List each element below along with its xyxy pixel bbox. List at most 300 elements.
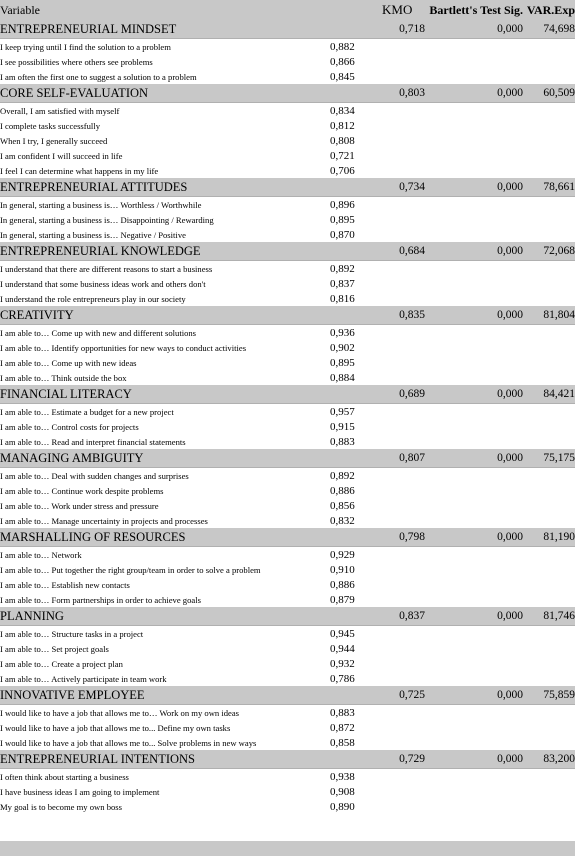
item-row bbox=[0, 291, 575, 306]
item-row bbox=[0, 671, 575, 686]
section-name: ENTREPRENEURIAL MINDSET bbox=[0, 20, 330, 39]
empty-cell bbox=[425, 671, 523, 686]
item-text: I often think about starting a business bbox=[0, 771, 129, 782]
section-kmo: 0,803 bbox=[382, 84, 425, 103]
empty-cell bbox=[523, 39, 575, 55]
empty-cell bbox=[523, 799, 575, 814]
item-row bbox=[0, 404, 575, 420]
item-text: I am able to… Structure tasks in a project bbox=[0, 628, 144, 639]
item-row bbox=[0, 118, 575, 133]
item-row bbox=[0, 468, 575, 484]
empty-cell bbox=[425, 69, 523, 84]
item-loading: 0,895 bbox=[330, 213, 355, 226]
table-header-row bbox=[0, 0, 575, 20]
item-loading: 0,957 bbox=[330, 405, 355, 418]
empty-cell bbox=[382, 118, 425, 133]
item-text: I am able to… Think outside the box bbox=[0, 372, 127, 383]
item-loading: 0,879 bbox=[330, 593, 355, 606]
empty-cell bbox=[382, 197, 425, 213]
empty-cell bbox=[382, 148, 425, 163]
item-loading: 0,945 bbox=[330, 627, 355, 640]
empty-cell bbox=[523, 562, 575, 577]
item-text: I would like to have a job that allows me to… Work on my own ideas bbox=[0, 707, 240, 718]
item-loading: 0,892 bbox=[330, 262, 355, 275]
item-row bbox=[0, 641, 575, 656]
empty-cell bbox=[425, 498, 523, 513]
section-header-row bbox=[0, 607, 575, 626]
empty-cell bbox=[425, 513, 523, 528]
section-bartlett-sig: 0,000 bbox=[425, 686, 523, 705]
section-bartlett-sig: 0,000 bbox=[425, 528, 523, 547]
item-text: In general, starting a business is… Worthless / Worthwhile bbox=[0, 199, 202, 210]
empty-cell bbox=[523, 197, 575, 213]
empty-cell bbox=[382, 404, 425, 420]
empty-cell bbox=[523, 735, 575, 750]
item-row bbox=[0, 799, 575, 814]
empty-cell bbox=[523, 69, 575, 84]
section-kmo: 0,729 bbox=[382, 750, 425, 769]
item-loading: 0,895 bbox=[330, 356, 355, 369]
empty-cell bbox=[382, 735, 425, 750]
section-empty-cell bbox=[330, 607, 382, 626]
item-text: In general, starting a business is… Disappointing / Rewarding bbox=[0, 214, 214, 225]
section-empty-cell bbox=[330, 528, 382, 547]
empty-cell bbox=[523, 720, 575, 735]
item-row bbox=[0, 133, 575, 148]
empty-cell bbox=[382, 547, 425, 563]
item-loading: 0,890 bbox=[330, 800, 355, 813]
empty-cell bbox=[523, 592, 575, 607]
empty-cell bbox=[382, 276, 425, 291]
empty-cell bbox=[523, 291, 575, 306]
section-name: CORE SELF-EVALUATION bbox=[0, 84, 330, 103]
item-loading: 0,721 bbox=[330, 149, 355, 162]
empty-cell bbox=[425, 641, 523, 656]
item-loading: 0,886 bbox=[330, 578, 355, 591]
section-kmo: 0,725 bbox=[382, 686, 425, 705]
item-loading: 0,808 bbox=[330, 134, 355, 147]
empty-cell bbox=[425, 769, 523, 785]
empty-cell bbox=[382, 468, 425, 484]
item-text: I am confident I will succeed in life bbox=[0, 150, 123, 161]
empty-cell bbox=[425, 103, 523, 119]
item-text: I am able to… Continue work despite problems bbox=[0, 485, 164, 496]
item-text: I am able to… Come up with new ideas bbox=[0, 357, 137, 368]
empty-cell bbox=[523, 784, 575, 799]
section-empty-cell bbox=[330, 686, 382, 705]
empty-cell bbox=[425, 163, 523, 178]
item-row bbox=[0, 720, 575, 735]
section-var-exp: 84,421 bbox=[523, 385, 575, 404]
section-kmo: 0,835 bbox=[382, 306, 425, 325]
item-row bbox=[0, 735, 575, 750]
section-var-exp: 60,509 bbox=[523, 84, 575, 103]
section-var-exp: 81,190 bbox=[523, 528, 575, 547]
empty-cell bbox=[382, 671, 425, 686]
empty-cell bbox=[425, 404, 523, 420]
empty-cell bbox=[523, 276, 575, 291]
section-bartlett-sig: 0,000 bbox=[425, 449, 523, 468]
section-kmo: 0,718 bbox=[382, 20, 425, 39]
empty-cell bbox=[523, 133, 575, 148]
section-name: ENTREPRENEURIAL INTENTIONS bbox=[0, 750, 330, 769]
empty-cell bbox=[382, 370, 425, 385]
empty-cell bbox=[425, 562, 523, 577]
empty-cell bbox=[382, 69, 425, 84]
empty-cell bbox=[523, 212, 575, 227]
item-row bbox=[0, 54, 575, 69]
empty-cell bbox=[523, 325, 575, 341]
item-text: My goal is to become my own boss bbox=[0, 801, 122, 812]
item-row bbox=[0, 784, 575, 799]
section-var-exp: 83,200 bbox=[523, 750, 575, 769]
item-row bbox=[0, 705, 575, 721]
empty-cell bbox=[382, 720, 425, 735]
section-header-row bbox=[0, 385, 575, 404]
empty-cell bbox=[382, 133, 425, 148]
item-loading: 0,882 bbox=[330, 40, 355, 53]
item-row bbox=[0, 370, 575, 385]
empty-cell bbox=[382, 261, 425, 277]
item-row bbox=[0, 434, 575, 449]
empty-cell bbox=[425, 547, 523, 563]
empty-cell bbox=[425, 370, 523, 385]
section-header-row bbox=[0, 528, 575, 547]
item-row bbox=[0, 483, 575, 498]
item-text: I understand that some business ideas work and others don't bbox=[0, 278, 206, 289]
item-loading: 0,915 bbox=[330, 420, 355, 433]
item-text: I would like to have a job that allows me to... Define my own tasks bbox=[0, 722, 231, 733]
var-exp-header: VAR.Exp bbox=[523, 0, 575, 20]
empty-cell bbox=[425, 261, 523, 277]
empty-cell bbox=[382, 483, 425, 498]
empty-cell bbox=[425, 720, 523, 735]
empty-cell bbox=[425, 54, 523, 69]
item-loading: 0,908 bbox=[330, 785, 355, 798]
section-var-exp: 81,746 bbox=[523, 607, 575, 626]
item-text: When I try, I generally succeed bbox=[0, 135, 108, 146]
empty-cell bbox=[425, 227, 523, 242]
empty-cell bbox=[382, 227, 425, 242]
empty-cell bbox=[425, 276, 523, 291]
empty-cell bbox=[425, 148, 523, 163]
empty-cell bbox=[382, 498, 425, 513]
section-bartlett-sig: 0,000 bbox=[425, 750, 523, 769]
empty-cell bbox=[523, 148, 575, 163]
empty-cell bbox=[425, 784, 523, 799]
section-empty-cell bbox=[330, 449, 382, 468]
empty-cell bbox=[523, 483, 575, 498]
section-name: INNOVATIVE EMPLOYEE bbox=[0, 686, 330, 705]
empty-cell bbox=[425, 419, 523, 434]
item-row bbox=[0, 498, 575, 513]
item-row bbox=[0, 626, 575, 642]
section-kmo: 0,798 bbox=[382, 528, 425, 547]
empty-cell bbox=[425, 799, 523, 814]
table-footer-bar bbox=[0, 841, 575, 856]
section-header-row bbox=[0, 84, 575, 103]
item-loading: 0,944 bbox=[330, 642, 355, 655]
empty-cell bbox=[523, 705, 575, 721]
item-row bbox=[0, 562, 575, 577]
item-text: I am able to… Actively participate in team work bbox=[0, 673, 167, 684]
section-kmo: 0,807 bbox=[382, 449, 425, 468]
empty-cell bbox=[425, 577, 523, 592]
empty-cell bbox=[523, 577, 575, 592]
variable-header: Variable bbox=[0, 0, 330, 20]
item-text: I am able to… Set project goals bbox=[0, 643, 109, 654]
empty-cell bbox=[523, 419, 575, 434]
section-kmo: 0,837 bbox=[382, 607, 425, 626]
empty-cell bbox=[523, 118, 575, 133]
item-text: I am able to… Establish new contacts bbox=[0, 579, 130, 590]
item-loading: 0,872 bbox=[330, 721, 355, 734]
empty-cell bbox=[425, 197, 523, 213]
item-text: I am able to… Manage uncertainty in projects and processes bbox=[0, 515, 208, 526]
empty-cell bbox=[425, 483, 523, 498]
item-text: I have business ideas I am going to implement bbox=[0, 786, 160, 797]
section-kmo: 0,734 bbox=[382, 178, 425, 197]
empty-cell bbox=[382, 513, 425, 528]
item-loading: 0,883 bbox=[330, 706, 355, 719]
section-bartlett-sig: 0,000 bbox=[425, 607, 523, 626]
item-row bbox=[0, 148, 575, 163]
section-empty-cell bbox=[330, 242, 382, 261]
item-text: I feel I can determine what happens in my life bbox=[0, 165, 159, 176]
item-text: I am often the first one to suggest a solution to a problem bbox=[0, 71, 197, 82]
section-kmo: 0,684 bbox=[382, 242, 425, 261]
item-row bbox=[0, 419, 575, 434]
item-text: I understand that there are different reasons to start a business bbox=[0, 263, 213, 274]
empty-cell bbox=[382, 163, 425, 178]
empty-cell bbox=[425, 325, 523, 341]
section-name: ENTREPRENEURIAL KNOWLEDGE bbox=[0, 242, 330, 261]
empty-cell bbox=[382, 592, 425, 607]
item-text: I am able to… Create a project plan bbox=[0, 658, 123, 669]
empty-cell bbox=[523, 370, 575, 385]
item-loading: 0,883 bbox=[330, 435, 355, 448]
item-text: I am able to… Estimate a budget for a new project bbox=[0, 406, 174, 417]
item-loading: 0,929 bbox=[330, 548, 355, 561]
item-loading: 0,786 bbox=[330, 672, 355, 685]
empty-cell bbox=[523, 626, 575, 642]
empty-cell bbox=[425, 656, 523, 671]
empty-cell bbox=[382, 325, 425, 341]
item-text: I am able to… Form partnerships in order to achieve goals bbox=[0, 594, 201, 605]
empty-cell bbox=[382, 705, 425, 721]
empty-cell bbox=[382, 656, 425, 671]
item-text: Overall, I am satisfied with myself bbox=[0, 105, 120, 116]
item-text: I am able to… Work under stress and pressure bbox=[0, 500, 159, 511]
empty-cell bbox=[523, 163, 575, 178]
item-loading: 0,845 bbox=[330, 70, 355, 83]
item-loading: 0,892 bbox=[330, 469, 355, 482]
empty-cell bbox=[425, 340, 523, 355]
section-kmo: 0,689 bbox=[382, 385, 425, 404]
section-header-row bbox=[0, 242, 575, 261]
empty-cell bbox=[382, 562, 425, 577]
empty-cell bbox=[425, 118, 523, 133]
item-loading: 0,896 bbox=[330, 198, 355, 211]
empty-cell bbox=[382, 39, 425, 55]
item-row bbox=[0, 276, 575, 291]
empty-cell bbox=[523, 468, 575, 484]
item-text: I am able to… Identify opportunities for new ways to conduct activities bbox=[0, 342, 247, 353]
empty-cell bbox=[523, 769, 575, 785]
item-text: I complete tasks successfully bbox=[0, 120, 100, 131]
section-header-row bbox=[0, 20, 575, 39]
item-row bbox=[0, 227, 575, 242]
section-bartlett-sig: 0,000 bbox=[425, 20, 523, 39]
section-var-exp: 78,661 bbox=[523, 178, 575, 197]
item-loading: 0,866 bbox=[330, 55, 355, 68]
item-text: I am able to… Put together the right group/team in order to solve a problem bbox=[0, 564, 261, 575]
empty-cell bbox=[523, 404, 575, 420]
item-text: I am able to… Deal with sudden changes and surprises bbox=[0, 470, 189, 481]
empty-cell bbox=[425, 592, 523, 607]
empty-cell bbox=[382, 340, 425, 355]
section-name: ENTREPRENEURIAL ATTITUDES bbox=[0, 178, 330, 197]
empty-cell bbox=[523, 656, 575, 671]
empty-cell bbox=[382, 355, 425, 370]
item-text: I keep trying until I find the solution to a problem bbox=[0, 41, 171, 52]
item-loading: 0,706 bbox=[330, 164, 355, 177]
item-row bbox=[0, 577, 575, 592]
empty-cell bbox=[523, 340, 575, 355]
item-row bbox=[0, 513, 575, 528]
empty-cell bbox=[523, 261, 575, 277]
section-bartlett-sig: 0,000 bbox=[425, 84, 523, 103]
empty-cell bbox=[523, 103, 575, 119]
item-loading: 0,884 bbox=[330, 371, 355, 384]
empty-cell bbox=[425, 735, 523, 750]
empty-cell bbox=[425, 212, 523, 227]
empty-cell bbox=[382, 626, 425, 642]
section-empty-cell bbox=[330, 306, 382, 325]
item-text: I am able to… Control costs for projects bbox=[0, 421, 139, 432]
section-name: MANAGING AMBIGUITY bbox=[0, 449, 330, 468]
item-text: In general, starting a business is… Negative / Positive bbox=[0, 229, 186, 240]
section-var-exp: 74,698 bbox=[523, 20, 575, 39]
empty-cell bbox=[382, 577, 425, 592]
section-header-row bbox=[0, 306, 575, 325]
section-name: FINANCIAL LITERACY bbox=[0, 385, 330, 404]
item-row bbox=[0, 656, 575, 671]
item-row bbox=[0, 103, 575, 119]
item-loading: 0,910 bbox=[330, 563, 355, 576]
empty-cell bbox=[382, 103, 425, 119]
empty-cell bbox=[523, 641, 575, 656]
item-text: I see possibilities where others see problems bbox=[0, 56, 153, 67]
item-row bbox=[0, 340, 575, 355]
section-header-row bbox=[0, 750, 575, 769]
item-loading: 0,886 bbox=[330, 484, 355, 497]
section-header-row bbox=[0, 686, 575, 705]
empty-cell bbox=[523, 227, 575, 242]
item-loading: 0,812 bbox=[330, 119, 355, 132]
section-bartlett-sig: 0,000 bbox=[425, 242, 523, 261]
section-bartlett-sig: 0,000 bbox=[425, 178, 523, 197]
item-loading: 0,902 bbox=[330, 341, 355, 354]
section-header-row bbox=[0, 449, 575, 468]
item-row bbox=[0, 69, 575, 84]
item-row bbox=[0, 163, 575, 178]
empty-cell bbox=[425, 705, 523, 721]
item-row bbox=[0, 325, 575, 341]
item-loading: 0,858 bbox=[330, 736, 355, 749]
bartlett-header: Bartlett's Test Sig. bbox=[425, 0, 523, 20]
empty-cell bbox=[425, 355, 523, 370]
section-empty-cell bbox=[330, 20, 382, 39]
section-var-exp: 72,068 bbox=[523, 242, 575, 261]
empty-cell bbox=[523, 513, 575, 528]
empty-cell bbox=[382, 419, 425, 434]
item-loading: 0,837 bbox=[330, 277, 355, 290]
empty-cell bbox=[382, 784, 425, 799]
section-empty-cell bbox=[330, 750, 382, 769]
empty-cell bbox=[382, 799, 425, 814]
item-text: I am able to… Come up with new and different solutions bbox=[0, 327, 197, 338]
section-empty-cell bbox=[330, 385, 382, 404]
item-text: I would like to have a job that allows me to... Solve problems in new ways bbox=[0, 737, 257, 748]
item-loading: 0,936 bbox=[330, 326, 355, 339]
empty-cell bbox=[425, 434, 523, 449]
section-bartlett-sig: 0,000 bbox=[425, 385, 523, 404]
section-var-exp: 81,804 bbox=[523, 306, 575, 325]
empty-cell bbox=[523, 434, 575, 449]
item-loading: 0,938 bbox=[330, 770, 355, 783]
kmo-header: KMO bbox=[382, 0, 425, 20]
empty-cell bbox=[425, 133, 523, 148]
item-row bbox=[0, 197, 575, 213]
empty-cell bbox=[523, 547, 575, 563]
item-row bbox=[0, 212, 575, 227]
item-row bbox=[0, 355, 575, 370]
empty-cell bbox=[425, 468, 523, 484]
item-text: I am able to… Read and interpret financial statements bbox=[0, 436, 186, 447]
empty-cell bbox=[382, 212, 425, 227]
item-row bbox=[0, 39, 575, 55]
item-loading: 0,816 bbox=[330, 292, 355, 305]
section-var-exp: 75,175 bbox=[523, 449, 575, 468]
empty-cell bbox=[523, 355, 575, 370]
item-row bbox=[0, 769, 575, 785]
empty-cell bbox=[523, 498, 575, 513]
section-name: CREATIVITY bbox=[0, 306, 330, 325]
item-loading: 0,870 bbox=[330, 228, 355, 241]
section-header-row bbox=[0, 178, 575, 197]
empty-cell bbox=[382, 291, 425, 306]
empty-cell bbox=[523, 671, 575, 686]
section-name: MARSHALLING OF RESOURCES bbox=[0, 528, 330, 547]
section-bartlett-sig: 0,000 bbox=[425, 306, 523, 325]
empty-cell bbox=[523, 54, 575, 69]
item-loading: 0,856 bbox=[330, 499, 355, 512]
section-name: PLANNING bbox=[0, 607, 330, 626]
section-var-exp: 75,859 bbox=[523, 686, 575, 705]
loading-header bbox=[330, 0, 382, 20]
empty-cell bbox=[382, 641, 425, 656]
item-row bbox=[0, 592, 575, 607]
empty-cell bbox=[425, 291, 523, 306]
empty-cell bbox=[425, 626, 523, 642]
item-row bbox=[0, 261, 575, 277]
section-empty-cell bbox=[330, 84, 382, 103]
empty-cell bbox=[425, 39, 523, 55]
empty-cell bbox=[382, 434, 425, 449]
item-loading: 0,932 bbox=[330, 657, 355, 670]
empty-cell bbox=[382, 769, 425, 785]
